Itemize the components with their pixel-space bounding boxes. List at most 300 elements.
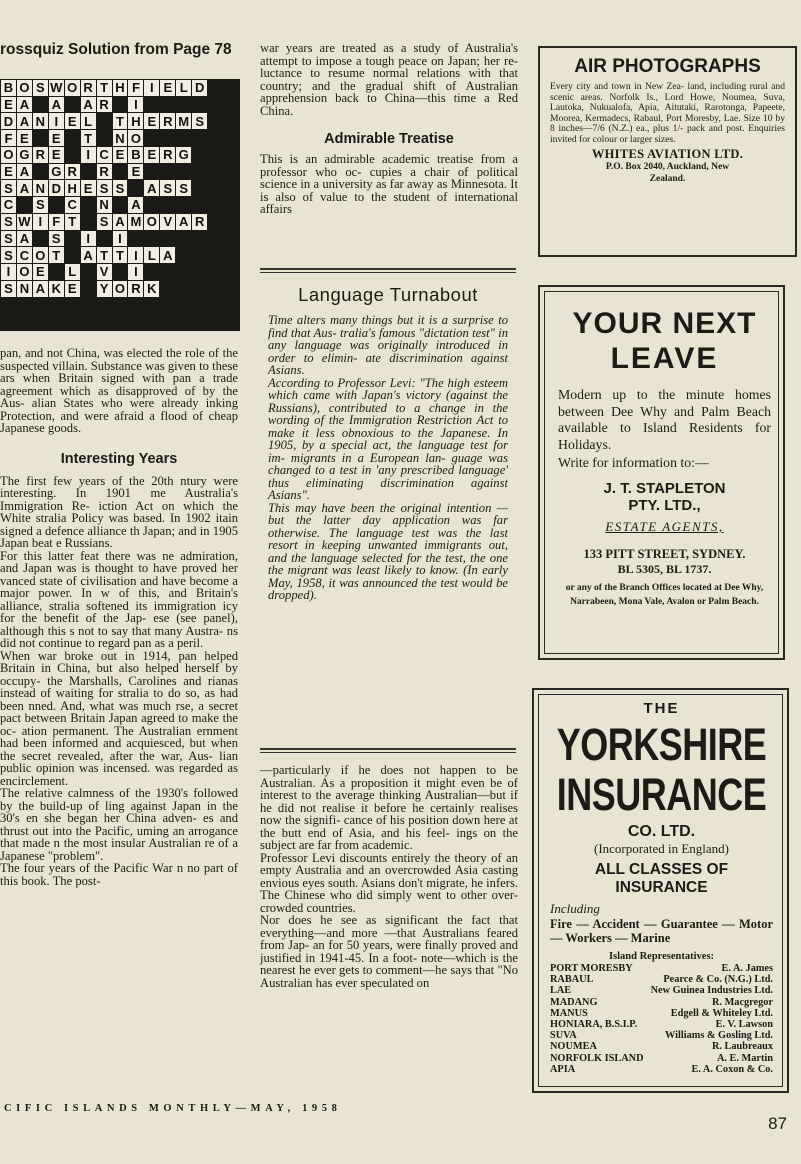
rep-place: RABAUL — [550, 974, 594, 986]
ad-headline: YOUR NEXT — [572, 307, 757, 340]
crossword-cell: I — [81, 147, 96, 163]
crossword-black-cell — [208, 147, 223, 163]
crossword-cell: V — [97, 264, 112, 280]
crossword-black-cell — [81, 281, 96, 297]
crossword-cell: I — [49, 113, 64, 129]
crossword-cell: I — [113, 231, 128, 247]
representative-row — [550, 974, 773, 985]
crossword-black-cell — [208, 197, 223, 213]
crossword-black-cell — [160, 264, 175, 280]
crossword-black-cell — [33, 130, 48, 146]
crossword-black-cell — [17, 314, 32, 330]
crossword-cell: E — [49, 147, 64, 163]
section-heading: Interesting Years — [60, 450, 178, 467]
crossword-black-cell — [160, 314, 175, 330]
crossword-black-cell — [97, 298, 112, 314]
crossword-cell: C — [1, 197, 16, 213]
crossword-black-cell — [65, 231, 80, 247]
crossword-black-cell — [128, 314, 143, 330]
crossword-cell: S — [97, 180, 112, 196]
crossword-cell: I — [81, 231, 96, 247]
ad-classes: INSURANCE — [615, 879, 708, 896]
crossword-cell: A — [128, 197, 143, 213]
crossword-cell: A — [81, 97, 96, 113]
crossword-cell: A — [160, 247, 175, 263]
rep-place: NOUMEA — [550, 1041, 597, 1053]
ad-including: Including — [550, 901, 600, 916]
ad-address: 133 PITT STREET, SYDNEY. — [583, 547, 746, 561]
crossword-cell: S — [160, 180, 175, 196]
crossword-cell: R — [160, 147, 175, 163]
representative-row — [550, 1041, 773, 1052]
crossword-black-cell — [81, 298, 96, 314]
ad-yorkshire-insurance — [532, 688, 789, 1093]
crossword-cell: E — [160, 80, 175, 96]
crossword-cell: T — [97, 247, 112, 263]
rep-agent: Williams & Gosling Ltd. — [665, 1030, 773, 1042]
crossword-black-cell — [192, 197, 207, 213]
crossword-black-cell — [224, 97, 239, 113]
crossword-black-cell — [192, 247, 207, 263]
crossword-black-cell — [192, 264, 207, 280]
crossword-cell: O — [65, 80, 80, 96]
crossword-cell: T — [65, 214, 80, 230]
crossword-cell: S — [1, 247, 16, 263]
rep-place: NORFOLK ISLAND — [550, 1052, 644, 1064]
body-paragraph: The first few years of the 20th ntury were interesting. In 1901 me Australia's Immigration Re- iction Act on which the White stralia Policy was based. In 1902 itain signed a defence alliance th Japan; and in 1905 Japan beat e Russians. — [0, 473, 238, 550]
crossword-cell: E — [1, 97, 16, 113]
crossword-black-cell — [192, 130, 207, 146]
crossword-black-cell — [192, 147, 207, 163]
crossword-black-cell — [128, 231, 143, 247]
crossword-cell: H — [128, 113, 143, 129]
crossword-black-cell — [160, 281, 175, 297]
crossword-cell: F — [1, 130, 16, 146]
crossword-cell: D — [1, 113, 16, 129]
company-name: J. T. STAPLETON — [603, 480, 726, 497]
crossword-black-cell — [208, 113, 223, 129]
crossword-cell: R — [192, 214, 207, 230]
crossword-black-cell — [192, 281, 207, 297]
crossword-black-cell — [176, 231, 191, 247]
language-panel — [268, 284, 508, 602]
crossword-black-cell — [1, 298, 16, 314]
crossword-cell: R — [81, 80, 96, 96]
crossword-black-cell — [97, 314, 112, 330]
crossword-black-cell — [33, 97, 48, 113]
crossword-cell: A — [17, 164, 32, 180]
crossword-cell: G — [176, 147, 191, 163]
crossword-black-cell — [160, 130, 175, 146]
crossword-black-cell — [33, 164, 48, 180]
crossword-black-cell — [224, 231, 239, 247]
crossword-cell: C — [65, 197, 80, 213]
crossword-black-cell — [65, 314, 80, 330]
crossword-black-cell — [176, 197, 191, 213]
crossword-cell: R — [97, 164, 112, 180]
crossword-black-cell — [224, 130, 239, 146]
crossword-black-cell — [224, 214, 239, 230]
crossword-cell: W — [18, 214, 31, 230]
crossword-cell: S — [113, 180, 128, 196]
crossword-cell: K — [49, 281, 64, 297]
crossword-cell: S — [176, 180, 191, 196]
crossword-cell: I — [144, 80, 159, 96]
crossword-black-cell — [224, 164, 239, 180]
crossword-cell: T — [97, 80, 112, 96]
crossword-cell: L — [65, 264, 80, 280]
body-paragraph: This is an admirable academic treatise from a professor who oc- cupies a chair of political science in a university as far away as Minnesota. It is also of value to the student of international affairs — [260, 152, 518, 216]
crossword-black-cell — [224, 281, 239, 297]
body-paragraph: —particularly if he does not happen to be Australian. As a proposition it might even be of interest to the average thinking Australian—but if he did not realise it before he certainly realises now the signifi- cance of his position down here at the butt end of Asia, and his feel- ings on the subject are far from academic. — [260, 763, 518, 852]
crossword-black-cell — [208, 298, 223, 314]
crossword-cell: C — [17, 247, 32, 263]
rep-agent: E. A. Coxon & Co. — [691, 1063, 773, 1075]
crossword-cell: D — [49, 180, 64, 196]
crossword-cell: F — [49, 214, 64, 230]
panel-paragraph: According to Professor Levi: "The high esteem which came with Japan's victory (against the Russians), contributed to a change in the wording of the Immigration Restriction Act to make it less obnoxious to the Japanese. In 1905, by a special act, the language test for im- migrants in a European lan- guage was changed to a test in 'any prescribed language' thus eliminating discrimination against Asians". — [268, 375, 508, 502]
representative-row — [550, 1064, 773, 1075]
crossword-cell: S — [97, 214, 112, 230]
crossword-cell: O — [33, 247, 48, 263]
crossword-cell: R — [97, 97, 112, 113]
crossword-cell: N — [17, 281, 32, 297]
page-number: 87 — [768, 1114, 787, 1133]
crossword-cell: N — [113, 130, 128, 146]
crossword-cell: O — [1, 147, 16, 163]
running-footer: CIFIC ISLANDS MONTHLY—MAY, 1958 — [4, 1103, 342, 1114]
ad-branches: or any of the Branch Offices located at Dee Why, Narrabeen, Mona Vale, Avalon or Palm Beach. — [565, 583, 764, 607]
crossword-black-cell — [224, 113, 239, 129]
crossword-cell: N — [97, 197, 112, 213]
crossword-black-cell — [97, 231, 112, 247]
crossword-black-cell — [160, 197, 175, 213]
ad-body: Modern up to the minute homes between Dee Why and Palm Beach available to Island Residents for Holidays. — [558, 387, 771, 452]
representative-row — [550, 963, 773, 974]
crossword-black-cell — [224, 197, 239, 213]
crossword-cell: I — [33, 214, 48, 230]
crossword-cell: R — [160, 113, 175, 129]
write-line: Write for information to:— — [558, 455, 709, 470]
crossword-black-cell — [208, 281, 223, 297]
crossword-solution-grid — [0, 79, 240, 331]
rep-place: SUVA — [550, 1030, 577, 1042]
ad-coltd: CO. LTD. — [627, 823, 696, 840]
crossword-black-cell — [81, 197, 96, 213]
crossword-cell: A — [33, 281, 48, 297]
crossword-cell: B — [128, 147, 143, 163]
rep-agent: R. Macgregor — [712, 996, 773, 1008]
rep-place: APIA — [550, 1063, 576, 1075]
crossword-black-cell — [113, 298, 128, 314]
body-paragraph: pan, and not China, was elected the role of the suspected villain. Substance was given to these ars when Britain signed with pan a trade agreement which as disapproved of by the Aus- alian States who were already inking Protection, and were afraid a flood of cheap Japanese goods. — [0, 346, 238, 435]
crossword-black-cell — [224, 147, 239, 163]
company-name: PTY. LTD., — [628, 497, 701, 514]
crossword-black-cell — [113, 314, 128, 330]
ad-headline: YORKSHIRE — [556, 718, 767, 770]
rep-agent: E. V. Lawson — [715, 1019, 773, 1031]
representatives-list — [550, 963, 773, 1075]
crossword-black-cell — [176, 97, 191, 113]
crossword-black-cell — [65, 147, 80, 163]
company-name: WHITES AVIATION LTD. — [591, 147, 744, 161]
crossword-cell: L — [81, 113, 96, 129]
crossword-black-cell — [144, 314, 159, 330]
crossword-cell: A — [176, 214, 191, 230]
rep-agent: R. Laubreaux — [711, 1041, 773, 1053]
crossword-black-cell — [65, 298, 80, 314]
crossword-cell: G — [49, 164, 64, 180]
crossword-black-cell — [113, 197, 128, 213]
crossword-cell: A — [17, 97, 32, 113]
crossword-black-cell — [65, 97, 80, 113]
crossword-cell: S — [1, 231, 16, 247]
panel-bottom-rule — [260, 748, 516, 753]
rep-place: LAE — [550, 985, 572, 997]
crossword-black-cell — [65, 247, 80, 263]
crossword-cell: H — [65, 180, 80, 196]
crossword-black-cell — [144, 164, 159, 180]
crossword-cell: S — [192, 113, 207, 129]
crossword-cell: N — [33, 180, 48, 196]
crossword-cell: A — [81, 247, 96, 263]
crossword-cell: M — [128, 214, 143, 230]
ad-air-photographs — [538, 46, 797, 257]
crossword-black-cell — [128, 298, 143, 314]
crossword-black-cell — [113, 164, 128, 180]
crossword-cell: C — [97, 147, 112, 163]
crossword-black-cell — [224, 264, 239, 280]
crossword-cell: E — [144, 113, 159, 129]
body-paragraph: The four years of the Pacific War n no part of this book. The post- — [0, 861, 238, 888]
crossword-cell: A — [17, 231, 32, 247]
crossword-black-cell — [81, 264, 96, 280]
crossword-cell: E — [17, 130, 32, 146]
crossword-black-cell — [81, 314, 96, 330]
crossword-black-cell — [192, 180, 207, 196]
crossword-cell: Y — [97, 281, 112, 297]
crossword-cell: S — [49, 231, 64, 247]
crossword-cell: O — [144, 214, 159, 230]
crossword-cell: E — [144, 147, 159, 163]
crossword-cell: S — [33, 80, 48, 96]
crossword-cell: L — [144, 247, 159, 263]
body-paragraph: war years are treated as a study of Australia's attempt to impose a tough peace on Japan; her re- luctance to resume normal relations with that country; and the gradual shift of Australian apprehension back to China—this time a Red China. — [260, 41, 518, 118]
crossword-black-cell — [176, 130, 191, 146]
ad-the: THE — [643, 700, 680, 717]
crossword-black-cell — [224, 80, 239, 96]
crossword-black-cell — [208, 264, 223, 280]
crossword-black-cell — [160, 298, 175, 314]
crossword-black-cell — [33, 231, 48, 247]
crossword-black-cell — [208, 214, 223, 230]
crossword-black-cell — [160, 97, 175, 113]
representative-row — [550, 1053, 773, 1064]
representative-row — [550, 1019, 773, 1030]
crossword-black-cell — [224, 298, 239, 314]
crossword-black-cell — [176, 298, 191, 314]
crossword-black-cell — [208, 164, 223, 180]
representative-row — [550, 1008, 773, 1019]
rep-agent: Edgell & Whiteley Ltd. — [670, 1007, 773, 1019]
crossword-black-cell — [144, 97, 159, 113]
crossword-black-cell — [176, 164, 191, 180]
crossword-black-cell — [208, 180, 223, 196]
rep-agent: New Guinea Industries Ltd. — [650, 985, 773, 997]
ad-address: P.O. Box 2040, Auckland, New Zealand. — [605, 162, 730, 184]
crossword-black-cell — [113, 97, 128, 113]
crossword-black-cell — [17, 197, 32, 213]
crossword-black-cell — [144, 231, 159, 247]
panel-paragraph: Time alters many things but it is a surprise to find that Aus- tralia's famous "dictation test" in any language was originally introduced in order to elimin- ate discrimination against Asians. — [268, 313, 508, 377]
crossword-black-cell — [208, 231, 223, 247]
crossword-cell: I — [128, 97, 143, 113]
crossword-cell: K — [144, 281, 159, 297]
crossword-black-cell — [192, 231, 207, 247]
crossword-black-cell — [144, 298, 159, 314]
crossword-black-cell — [97, 130, 112, 146]
crossword-black-cell — [113, 264, 128, 280]
crossword-cell: I — [128, 264, 143, 280]
ad-body: Every city and town in New Zea- land, including rural and scenic areas. Norfolk Is., Lord Howe, Noumea, Suva, Lautoka, Nukualofa, Apia, Aitutaki, Rarotonga, Papeete, Moorea, Kermadecs, Rabaul, Port Moresby, Lae. Size 10 by 8 inches—7/6 (N.Z.) ea., plus 1/- pack and post. Enquiries invited for colour or larger sizes. — [550, 81, 785, 145]
crossword-black-cell — [128, 180, 143, 196]
crossword-black-cell — [176, 281, 191, 297]
crossword-cell: I — [128, 247, 143, 263]
crossword-cell: W — [50, 80, 63, 96]
crossword-cell: R — [33, 147, 48, 163]
rep-place: MANUS — [550, 1007, 588, 1019]
crossword-black-cell — [33, 298, 48, 314]
crossword-cell: R — [128, 281, 143, 297]
crossword-cell: I — [1, 264, 16, 280]
crossword-cell: A — [49, 97, 64, 113]
crossword-black-cell — [224, 314, 239, 330]
crossword-cell: G — [17, 147, 32, 163]
crossword-cell: T — [49, 247, 64, 263]
body-paragraph: For this latter feat there was ne admiration, and Japan was is thought to have proved her vanced state of civilisation and have become a major power. In w of this, and Britain's alliance, stralia softened its immigration icy for the benefit of the Jap- ese (see panel), although this s not to say that many Austra- ns did not continue to regard pan as a peril. — [0, 548, 238, 650]
crossquiz-title: rossquiz Solution from Page 78 — [0, 41, 232, 58]
crossword-black-cell — [65, 130, 80, 146]
estate-agents: ESTATE AGENTS, — [605, 519, 724, 534]
body-paragraph: When war broke out in 1914, pan helped Britain in China, but also helped herself by occupy- the Marshalls, Carolines and rianas instead of waiting for stralia to do so, as had been nned. And, what was much rse, a secret pact between Britain Japan agreed to make the oc- ation permanent. The Australian ernment had been informed and acquiesced, but when the secret revealed, after the war, Aus- lian public opinion was incensed. was regarded as encirclement. — [0, 648, 238, 788]
representative-row — [550, 985, 773, 996]
crossword-cell: S — [1, 281, 16, 297]
crossword-black-cell — [49, 264, 64, 280]
crossword-black-cell — [49, 197, 64, 213]
crossword-cell: E — [33, 264, 48, 280]
crossword-black-cell — [160, 164, 175, 180]
crossword-black-cell — [208, 247, 223, 263]
crossword-black-cell — [176, 264, 191, 280]
crossword-black-cell — [1, 314, 16, 330]
crossword-cell: O — [17, 264, 32, 280]
crossword-cell: O — [128, 130, 143, 146]
crossword-cell: E — [49, 130, 64, 146]
crossword-cell: V — [160, 214, 175, 230]
crossword-black-cell — [192, 314, 207, 330]
crossword-black-cell — [144, 264, 159, 280]
rep-agent: A. E. Martin — [716, 1052, 773, 1064]
crossword-black-cell — [176, 314, 191, 330]
section-heading: Admirable Treatise — [324, 131, 454, 147]
crossword-cell: M — [176, 113, 191, 129]
crossword-cell: A — [17, 180, 32, 196]
ad-classes: ALL CLASSES OF — [594, 861, 729, 878]
crossword-cell: D — [192, 80, 207, 96]
crossword-cell: T — [113, 247, 128, 263]
rep-agent: E. A. James — [721, 963, 773, 974]
ad-headline: INSURANCE — [556, 768, 767, 820]
crossword-black-cell — [224, 247, 239, 263]
rep-place: PORT MORESBY — [550, 963, 633, 974]
crossword-black-cell — [144, 130, 159, 146]
rep-place: MADANG — [550, 996, 598, 1008]
body-paragraph: Professor Levi discounts entirely the theory of an empty Australia and an overcrowded Asia casting envious eyes south. Asians don't migrate, he infers. The Chinese who did simply went to other over- crowded countries. — [260, 850, 518, 915]
crossword-black-cell — [192, 164, 207, 180]
crossword-black-cell — [97, 113, 112, 129]
crossword-cell: O — [113, 281, 128, 297]
crossword-cell: E — [128, 164, 143, 180]
body-paragraph: The relative calmness of the 1930's followed by the build-up of ling against Japan in the 30's en she began her China adven- es and thrust out into the Pacific, uming an arrogance that made n the most insular Australian re of a Japanese "problem". — [0, 786, 238, 863]
ad-incorporated: (Incorporated in England) — [593, 841, 729, 856]
representative-row — [550, 1030, 773, 1041]
crossword-black-cell — [208, 314, 223, 330]
ad-reps-title: Island Representatives: — [608, 951, 715, 962]
crossword-black-cell — [144, 197, 159, 213]
crossword-black-cell — [176, 247, 191, 263]
crossword-black-cell — [224, 180, 239, 196]
panel-top-rule — [260, 268, 516, 273]
crossword-black-cell — [49, 314, 64, 330]
ad-title: AIR PHOTOGRAPHS — [574, 56, 761, 77]
crossword-cell: H — [113, 80, 128, 96]
crossword-cell: S — [1, 180, 16, 196]
crossword-cell: T — [81, 130, 96, 146]
crossword-cell: E — [1, 164, 16, 180]
body-paragraph: Nor does he see as significant the fact that everything—and more —that Australians feared from Jap- an for 50 years, were finally proved and justified in 1941-45. In a foot- note—which is the nearest he ever gets to comment—he says that "No Australian has ever speculated on — [260, 913, 518, 990]
crossword-cell: S — [1, 214, 16, 230]
crossword-black-cell — [81, 214, 96, 230]
crossword-cell: N — [33, 113, 48, 129]
crossword-cell: E — [113, 147, 128, 163]
crossword-cell: E — [81, 180, 96, 196]
crossword-black-cell — [208, 97, 223, 113]
crossword-black-cell — [192, 97, 207, 113]
panel-title: Language Turnabout — [298, 284, 478, 305]
ad-phone: BL 5305, BL 1737. — [617, 562, 712, 576]
crossword-black-cell — [192, 298, 207, 314]
crossword-cell: L — [176, 80, 191, 96]
crossword-cell: A — [144, 180, 159, 196]
panel-paragraph: This may have been the original intention — but the latter day application was far otherwise. The language test was the last resort in keeping unwanted immigrants out, and the language selected for the test, the one the migrant was least likely to know. (In early May, 1958, it was announced the test would be dropped). — [268, 500, 508, 602]
crossword-cell: T — [113, 113, 128, 129]
crossword-black-cell — [33, 314, 48, 330]
rep-place: HONIARA, B.S.I.P. — [550, 1019, 638, 1031]
crossword-cell: R — [65, 164, 80, 180]
representative-row — [550, 997, 773, 1008]
crossword-cell: E — [65, 113, 80, 129]
rep-agent: Pearce & Co. (N.G.) Ltd. — [663, 974, 773, 986]
ad-your-next-leave — [538, 285, 785, 660]
crossword-cell: B — [1, 80, 16, 96]
crossword-black-cell — [17, 298, 32, 314]
crossword-black-cell — [208, 80, 223, 96]
crossword-black-cell — [81, 164, 96, 180]
ad-insurance-types: Fire — Accident — Guarantee — Motor — Workers — Marine — [550, 917, 773, 945]
crossword-black-cell — [208, 130, 223, 146]
crossword-black-cell — [160, 231, 175, 247]
crossword-black-cell — [49, 298, 64, 314]
